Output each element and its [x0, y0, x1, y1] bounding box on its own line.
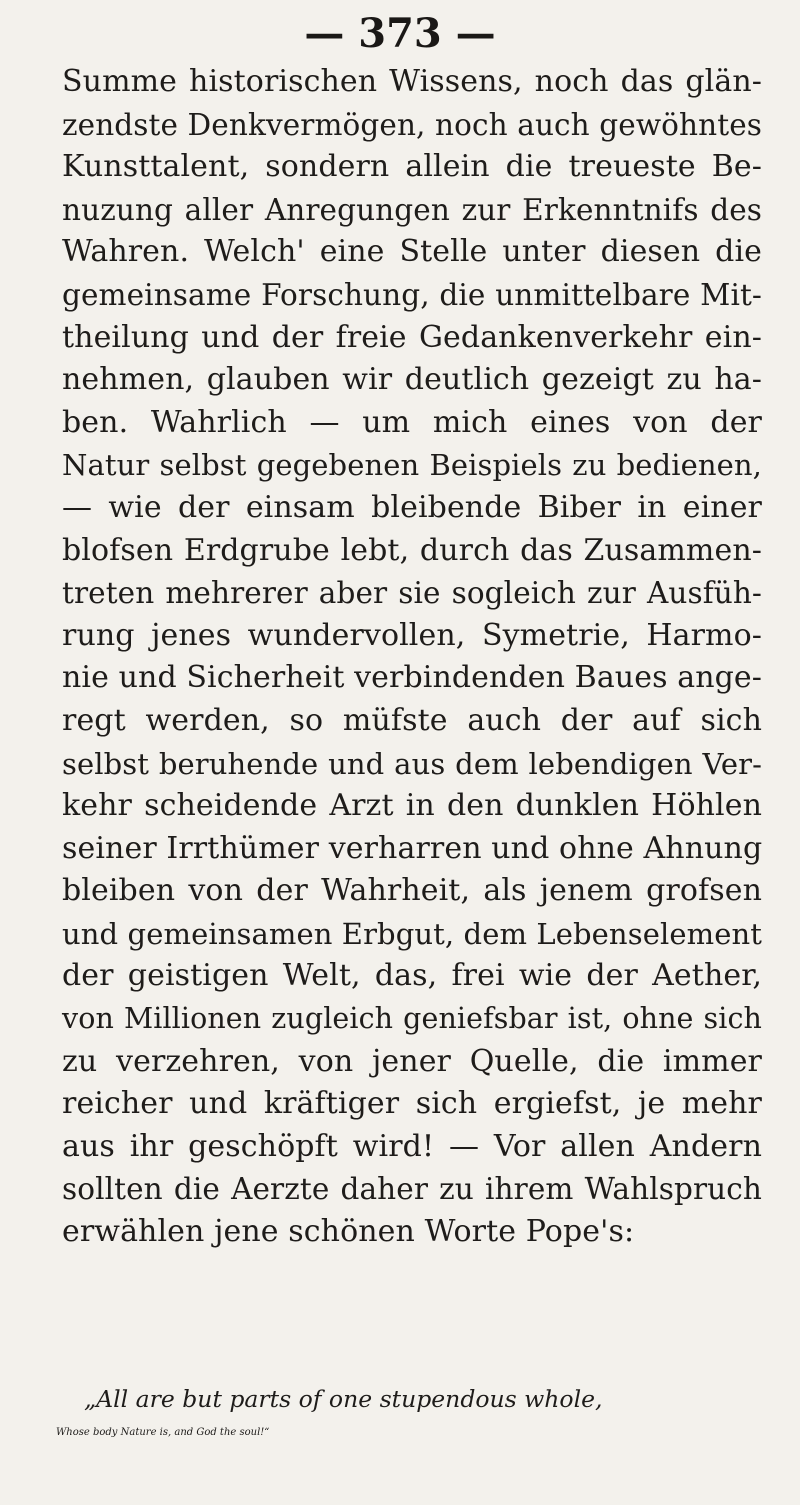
text-line: rung jenes wundervollen, Symetrie, Harmo- [62, 617, 762, 653]
text-line: aus ihr geschöpft wird! — Vor allen Andern [62, 1128, 762, 1164]
text-line: blofsen Erdgrube lebt, durch das Zusammen- [62, 532, 762, 568]
text-line: gemeinsame Forschung, die unmittelbare Mit- [62, 277, 762, 312]
text-line: nehmen, glauben wir deutlich gezeigt zu ha- [62, 362, 762, 398]
text-line: Summe historischen Wissens, noch das glän- [62, 64, 762, 99]
text-line: Wahren. Welch' eine Stelle unter diesen die [62, 234, 762, 270]
text-line: ben. Wahrlich — um mich eines von der [62, 404, 762, 440]
text-line: theilung und der freie Gedankenverkehr ein- [62, 319, 762, 355]
body-text [62, 61, 762, 1254]
text-line: zu verzehren, von jener Quelle, die immer [62, 1043, 762, 1079]
text-line: Natur selbst gegebenen Beispiels zu bedienen, [62, 448, 762, 483]
text-line: — wie der einsam bleibende Biber in einer [62, 489, 762, 525]
text-line: erwählen jene schönen Worte Pope's: [62, 1214, 635, 1250]
pope-quote [56, 1382, 764, 1450]
text-line: selbst beruhende und aus dem lebendigen Ver- [62, 746, 762, 781]
text-line: reicher und kräftiger sich ergiefst, je mehr [62, 1086, 762, 1122]
quote-line-2: Whose body Nature is, and God the soul!“ [56, 1427, 270, 1438]
text-line: kehr scheidende Arzt in den dunklen Höhlen [62, 788, 762, 824]
text-line: Kunsttalent, sondern allein die treueste Be- [62, 149, 762, 185]
text-line: nie und Sicherheit verbindenden Baues ange- [62, 660, 763, 696]
text-line: seiner Irrthümer verharren und ohne Ahnung [62, 830, 763, 866]
text-line: der geistigen Welt, das, frei wie der Aether, [62, 958, 762, 994]
text-line: regt werden, so müfste auch der auf sich [62, 702, 762, 738]
text-line: bleiben von der Wahrheit, als jenem grofsen [62, 873, 762, 909]
text-line: und gemeinsamen Erbgut, dem Lebenselement [62, 916, 762, 951]
page-number: — 373 — [304, 10, 496, 57]
text-line: nuzung aller Anregungen zur Erkenntnifs des [62, 192, 762, 227]
text-line: treten mehrerer aber sie sogleich zur Ausfüh- [62, 576, 762, 611]
quote-line-1: „All are but parts of one stupendous whole, [84, 1385, 603, 1413]
text-line: sollten die Aerzte daher zu ihrem Wahlspruch [62, 1172, 762, 1207]
text-line: zendste Denkvermögen, noch auch gewöhntes [62, 107, 762, 142]
text-line: von Millionen zugleich geniefsbar ist, ohne sich [62, 1002, 762, 1036]
